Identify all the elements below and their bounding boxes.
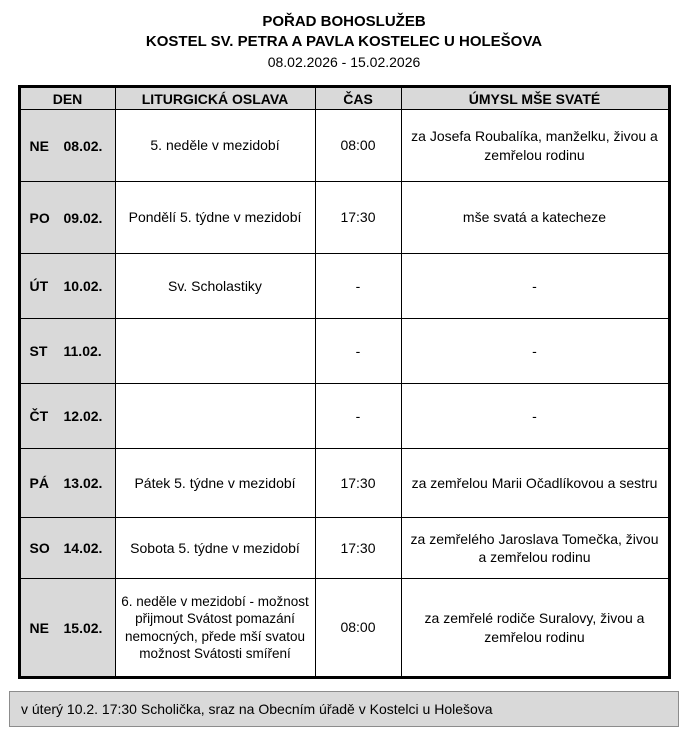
column-header-umysl: ÚMYSL MŠE SVATÉ [401, 87, 669, 110]
day-cell [19, 384, 115, 449]
day-abbr: PO [29, 209, 50, 226]
table-row [19, 110, 669, 182]
day-abbr: PÁ [29, 475, 49, 491]
day-date: 12.02. [63, 408, 103, 424]
day-cell [19, 579, 115, 678]
day-abbr: ČT [29, 408, 49, 424]
day-abbr: ST [29, 343, 48, 359]
schedule-table [18, 85, 671, 679]
column-header-den: DEN [19, 87, 115, 110]
day-abbr: SO [29, 540, 50, 556]
table-row [19, 319, 669, 384]
day-cell [19, 182, 115, 254]
celebration-cell [115, 384, 315, 449]
celebration-cell [115, 319, 315, 384]
table-row [19, 384, 669, 449]
day-date: 10.02. [63, 278, 103, 294]
celebration-cell: 6. neděle v mezidobí - možnost přijmout Svátost pomazání nemocných, přede mší svatou možnost Svátosti smíření [115, 579, 315, 678]
day-date: 09.02. [63, 209, 103, 226]
time-cell: 08:00 [315, 110, 401, 182]
date-range: 08.02.2026 - 15.02.2026 [267, 54, 421, 70]
intention-cell: - [401, 319, 669, 384]
table-row [19, 449, 669, 518]
column-header-cas: ČAS [315, 87, 401, 110]
time-cell: 17:30 [315, 182, 401, 254]
intention-cell: za zemřelé rodiče Suralovy, živou a zemřelou rodinu [401, 579, 669, 678]
table-row [19, 579, 669, 678]
celebration-cell: Pátek 5. týdne v mezidobí [115, 449, 315, 518]
table-row [19, 254, 669, 319]
intention-cell: - [401, 384, 669, 449]
time-cell: - [315, 254, 401, 319]
day-date: 15.02. [63, 619, 103, 636]
table-row [19, 518, 669, 579]
table-row [19, 182, 669, 254]
table-header-row [19, 87, 669, 110]
column-header-liturgicka-oslava: LITURGICKÁ OSLAVA [115, 87, 315, 110]
time-cell: - [315, 384, 401, 449]
day-cell [19, 110, 115, 182]
day-cell [19, 254, 115, 319]
day-date: 14.02. [63, 540, 103, 556]
day-cell [19, 449, 115, 518]
day-abbr: NE [29, 137, 49, 154]
time-cell: 08:00 [315, 579, 401, 678]
intention-cell: mše svatá a katecheze [401, 182, 669, 254]
time-cell: - [315, 319, 401, 384]
document-header [0, 0, 688, 72]
intention-cell: - [401, 254, 669, 319]
celebration-cell: Pondělí 5. týdne v mezidobí [115, 182, 315, 254]
day-date: 08.02. [63, 137, 103, 154]
celebration-cell: 5. neděle v mezidobí [115, 110, 315, 182]
intention-cell: za Josefa Roubalíka, manželku, živou a zemřelou rodinu [401, 110, 669, 182]
time-cell: 17:30 [315, 449, 401, 518]
celebration-cell: Sobota 5. týdne v mezidobí [115, 518, 315, 579]
day-cell [19, 319, 115, 384]
day-date: 13.02. [63, 475, 103, 491]
day-abbr: NE [29, 619, 49, 636]
page-subtitle: KOSTEL SV. PETRA A PAVLA KOSTELEC U HOLEŠOVA [145, 33, 543, 50]
intention-cell: za zemřelého Jaroslava Tomečka, živou a zemřelou rodinu [401, 518, 669, 579]
day-cell [19, 518, 115, 579]
page-title: POŘAD BOHOSLUŽEB [262, 13, 426, 30]
day-date: 11.02. [63, 343, 102, 359]
day-abbr: ÚT [29, 278, 49, 294]
time-cell: 17:30 [315, 518, 401, 579]
intention-cell: za zemřelou Marii Očadlíkovou a sestru [401, 449, 669, 518]
footer-note: v úterý 10.2. 17:30 Scholička, sraz na Obecním úřadě v Kostelci u Holešova [9, 691, 679, 727]
celebration-cell: Sv. Scholastiky [115, 254, 315, 319]
